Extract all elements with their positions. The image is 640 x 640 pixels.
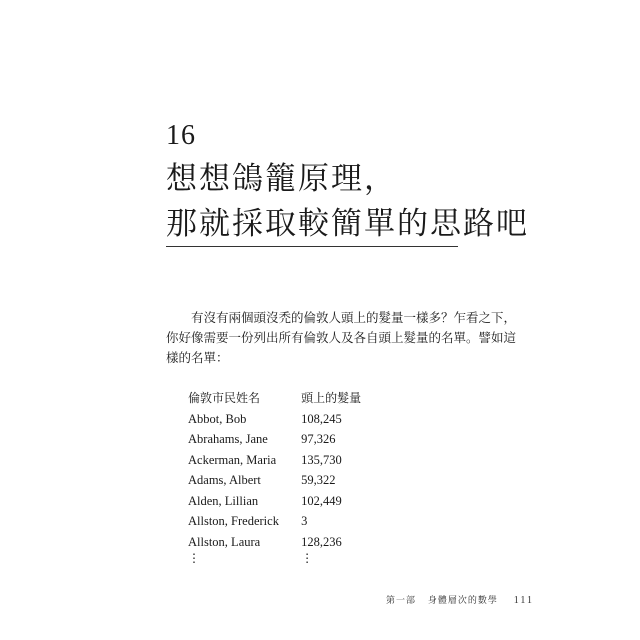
column-header-hair-count: 頭上的髮量: [301, 391, 362, 405]
resident-name: Alden, Lillian: [188, 493, 259, 508]
resident-name: Allston, Frederick: [188, 514, 279, 528]
hair-count: 102,449: [301, 493, 342, 508]
table-row: [188, 429, 381, 450]
table-row: [188, 511, 381, 532]
table-row: [188, 450, 381, 471]
body-line: 你好像需要一份列出所有倫敦人及各自頭上髮量的名單。譬如這: [166, 330, 517, 345]
resident-name: Abrahams, Jane: [188, 432, 268, 446]
running-footer: [386, 593, 534, 606]
hair-count: 97,326: [301, 432, 336, 446]
body-paragraph: [166, 308, 517, 368]
chapter-number: 16: [166, 120, 196, 151]
table-row: [188, 470, 381, 491]
vertical-ellipsis: ⋮: [301, 551, 314, 565]
table-row: [188, 491, 381, 512]
table-continuation-row: [188, 552, 381, 573]
chapter-title-line-1: 想想鴿籠原理，: [166, 161, 397, 197]
body-line: 樣的名單：: [166, 350, 229, 365]
hair-count: 59,322: [301, 473, 336, 487]
page-number: 111: [513, 595, 535, 606]
title-divider: [166, 246, 458, 247]
hair-count: 135,730: [301, 452, 342, 467]
footer-section: 身體層次的數學: [427, 596, 498, 606]
hair-count: 108,245: [301, 411, 342, 426]
column-header-name: 倫敦市民姓名: [188, 391, 261, 405]
hair-count-table: [188, 388, 381, 573]
resident-name: Abbot, Bob: [188, 411, 247, 426]
table-header-row: [188, 388, 381, 409]
table-row: [188, 532, 381, 553]
body-line: 有沒有兩個頭沒禿的倫敦人頭上的髮量一樣多？乍看之下，: [191, 310, 517, 325]
hair-count: 128,236: [301, 534, 342, 549]
vertical-ellipsis: ⋮: [188, 551, 200, 565]
hair-count: 3: [301, 514, 308, 528]
footer-part: 第一部: [386, 596, 417, 606]
chapter-title-line-2: 那就採取較簡單的思路吧: [166, 206, 529, 242]
table-row: [188, 409, 381, 430]
resident-name: Adams, Albert: [188, 473, 261, 487]
resident-name: Allston, Laura: [188, 534, 261, 549]
resident-name: Ackerman, Maria: [188, 452, 277, 467]
